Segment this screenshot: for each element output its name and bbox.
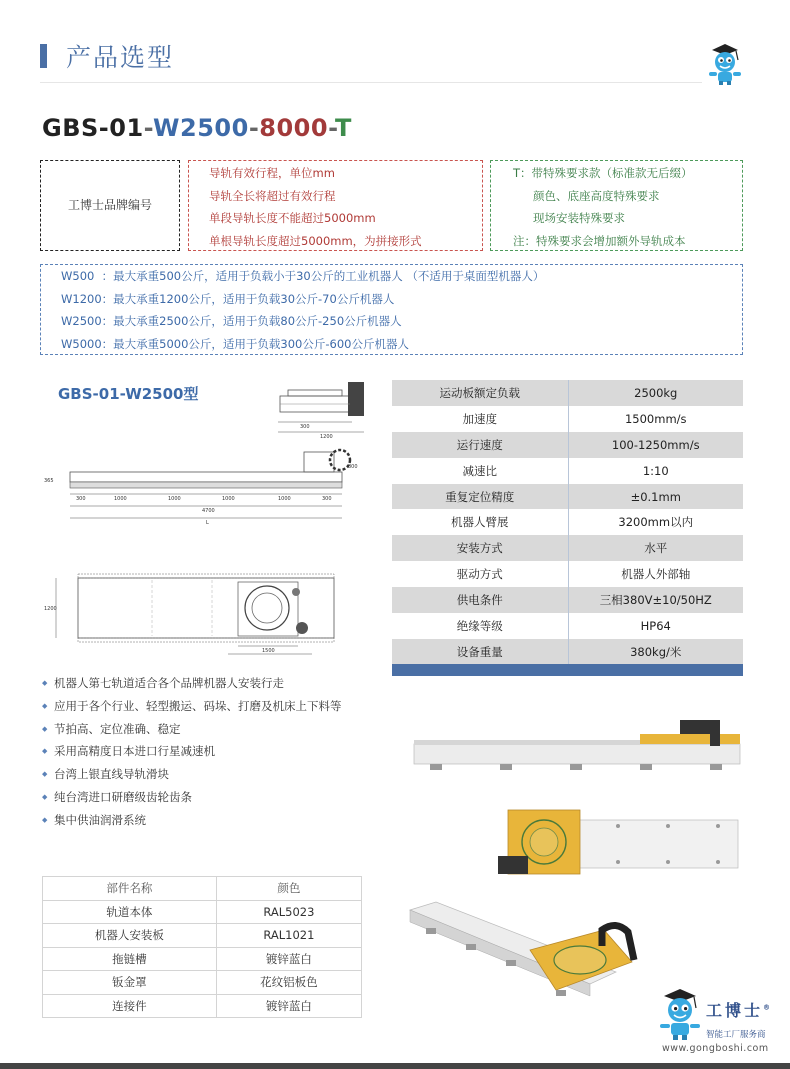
spec-key: 减速比: [392, 458, 568, 484]
color-table-row: [43, 947, 362, 971]
spec-table: [392, 380, 743, 665]
spec-key: 运行速度: [392, 432, 568, 458]
spec-row: [392, 432, 743, 458]
spec-key: 重复定位精度: [392, 484, 568, 510]
part-name: 拖链槽: [43, 947, 217, 971]
brand-code-box: 工博士品牌编号: [40, 160, 180, 251]
part-name: 部件名称: [43, 877, 217, 901]
drawing-title: GBS-01-W2500型: [58, 385, 199, 403]
model-code-brand: GBS-01: [42, 114, 144, 142]
spec-value: 三相380V±10/50HZ: [568, 587, 743, 613]
end-dim-1: 300: [300, 424, 310, 430]
color-table-row: [43, 971, 362, 995]
spec-row: [392, 458, 743, 484]
part-color: 花纹铝板色: [216, 971, 361, 995]
spec-value: HP64: [568, 613, 743, 639]
spec-value: ±0.1mm: [568, 484, 743, 510]
spec-row: [392, 613, 743, 639]
header-divider: [40, 82, 702, 83]
product-render-perspective: [406, 900, 650, 1018]
color-table-header: [43, 877, 362, 901]
side-dim-total: 4700: [202, 508, 215, 514]
mascot-logo-icon: [656, 986, 704, 1044]
spec-key: 驱动方式: [392, 561, 568, 587]
spec-row: [392, 639, 743, 665]
plan-dim-2: 1500: [262, 648, 275, 654]
spec-row: [392, 587, 743, 613]
spec-key: 加速度: [392, 406, 568, 432]
spec-value: 3200mm以内: [568, 509, 743, 535]
spec-row: [392, 561, 743, 587]
length-description-box: 导轨有效行程，单位mm 导轨全长将超过有效行程 单段导轨长度不能超过5000mm 单根导轨长度超过5000mm，为拼接形式: [188, 160, 483, 251]
spec-key: 运动板额定负载: [392, 380, 568, 406]
spec-key: 安装方式: [392, 535, 568, 561]
spec-value: 2500kg: [568, 380, 743, 406]
mascot-icon: [704, 42, 746, 86]
part-color: 颜色: [216, 877, 361, 901]
feature-item: ◆ 纯台湾进口研磨级齿轮齿条: [42, 786, 362, 809]
spec-value: 机器人外部轴: [568, 561, 743, 587]
side-dim-l: L: [206, 520, 209, 526]
side-view-drawing: [42, 446, 362, 526]
spec-key: 绝缘等级: [392, 613, 568, 639]
color-table-row: [43, 924, 362, 948]
spec-row: [392, 380, 743, 406]
part-color: 镀锌蓝白: [216, 994, 361, 1018]
brand-url: www.gongboshi.com: [662, 1043, 769, 1054]
model-code-load: W2500: [153, 114, 249, 142]
spec-value: 水平: [568, 535, 743, 561]
plan-view-drawing: [42, 568, 362, 660]
part-name: 机器人安装板: [43, 924, 217, 948]
feature-item: ◆ 采用高精度日本进口行星减速机: [42, 740, 362, 763]
part-color: 镀锌蓝白: [216, 947, 361, 971]
spec-row: [392, 535, 743, 561]
header-accent-bar: [40, 44, 47, 68]
part-color: RAL1021: [216, 924, 361, 948]
end-dim-2: 1200: [320, 434, 333, 440]
color-table-row: [43, 900, 362, 924]
feature-list: [42, 672, 362, 832]
spec-value: 100-1250mm/s: [568, 432, 743, 458]
feature-item: ◆ 台湾上银直线导轨滑块: [42, 763, 362, 786]
side-dim-5: 1000: [278, 496, 291, 502]
side-dim-1: 300: [76, 496, 86, 502]
feature-item: ◆ 节拍高、定位准确、稳定: [42, 718, 362, 741]
product-render-top: [498, 806, 744, 882]
spec-row: [392, 509, 743, 535]
feature-item: ◆ 应用于各个行业、轻型搬运、码垛、打磨及机床上下料等: [42, 695, 362, 718]
color-table-row: [43, 994, 362, 1018]
page-bottom-bar: [0, 1063, 790, 1069]
load-options-box: W500 ：最大承重500公斤，适用于负载小于30公斤的工业机器人 （不适用于桌面型机器人） W1200：最大承重1200公斤，适用于负载30公斤-70公斤机器人 W2500：最大承重2500公斤，适用于负载80公斤-250公斤机器人 W5000：最大承重5000公斤，适用于负载300公斤-600公斤机器人: [40, 264, 743, 355]
spec-key: 设备重量: [392, 639, 568, 665]
side-dim-6: 300: [322, 496, 332, 502]
model-code: GBS-01-W2500-8000-T: [42, 114, 352, 142]
spec-table-footer-bar: [392, 664, 743, 676]
model-code-length: 8000: [259, 114, 329, 142]
product-render-side: [410, 716, 744, 778]
model-code-special: T: [335, 114, 352, 142]
spec-value: 380kg/米: [568, 639, 743, 665]
side-dim-3: 1000: [168, 496, 181, 502]
spec-row: [392, 406, 743, 432]
part-name: 连接件: [43, 994, 217, 1018]
brand-tagline: 智能工厂服务商: [706, 1030, 766, 1040]
side-dim-height-left: 365: [44, 478, 54, 484]
page-title: 产品选型: [66, 43, 175, 72]
spec-value: 1500mm/s: [568, 406, 743, 432]
side-dim-4: 1000: [222, 496, 235, 502]
spec-row: [392, 484, 743, 510]
spec-value: 1:10: [568, 458, 743, 484]
plan-dim-1: 1200: [44, 606, 57, 612]
side-dim-2: 1000: [114, 496, 127, 502]
end-view-drawing: [270, 380, 370, 442]
color-table: [42, 876, 362, 1018]
part-name: 轨道本体: [43, 900, 217, 924]
spec-key: 机器人臂展: [392, 509, 568, 535]
feature-item: ◆ 集中供油润滑系统: [42, 809, 362, 832]
side-dim-height-right: 800: [348, 464, 358, 470]
part-name: 钣金罩: [43, 971, 217, 995]
special-requirements-box: T：带特殊要求款（标准款无后缀） 颜色、底座高度特殊要求 现场安装特殊要求 注：特殊要求会增加额外导轨成本: [490, 160, 743, 251]
part-color: RAL5023: [216, 900, 361, 924]
brand-logo-text: 工博士®: [706, 1001, 771, 1020]
feature-item: ◆ 机器人第七轨道适合各个品牌机器人安装行走: [42, 672, 362, 695]
spec-key: 供电条件: [392, 587, 568, 613]
